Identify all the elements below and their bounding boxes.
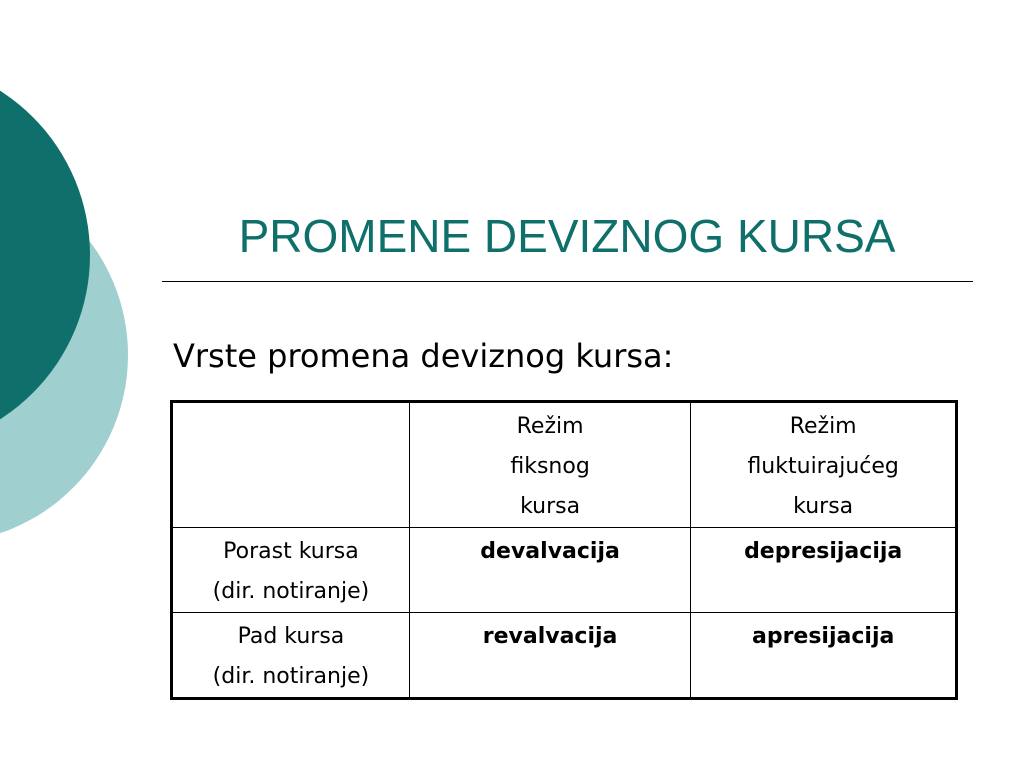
row-rise-floating-cell: depresijacija: [691, 528, 957, 613]
header-floating-line-3: kursa: [793, 494, 854, 519]
header-empty-cell: [172, 402, 410, 528]
table-header-row: [172, 402, 957, 528]
header-fixed-line-1: Režim: [516, 414, 584, 439]
row-fall-fixed-cell: revalvacija: [409, 613, 690, 699]
row-rise-label-line-2: (dir. notiranje): [212, 579, 370, 604]
exchange-rate-table: [170, 400, 958, 700]
slide-title: PROMENE DEVIZNOG KURSA: [238, 210, 896, 262]
circles-graphic: [0, 0, 140, 768]
row-fall-floating-cell: apresijacija: [691, 613, 957, 699]
header-fixed-line-3: kursa: [520, 494, 581, 519]
header-floating-regime-cell: [691, 402, 957, 528]
row-fall-label-line-2: (dir. notiranje): [212, 664, 370, 689]
slide-subtitle: Vrste promena deviznog kursa:: [173, 337, 674, 375]
row-rise-fixed-cell: devalvacija: [409, 528, 690, 613]
header-fixed-regime-cell: [409, 402, 690, 528]
header-fixed-line-2: fiksnog: [510, 454, 590, 479]
row-rise-label-line-1: Porast kursa: [223, 539, 359, 564]
header-floating-line-1: Režim: [789, 414, 857, 439]
row-fall-label-cell: [172, 613, 410, 699]
row-fall-label-line-1: Pad kursa: [237, 624, 345, 649]
header-floating-line-2: fluktuirajućeg: [747, 454, 899, 479]
row-rise-label-cell: [172, 528, 410, 613]
table-row-rise: [172, 528, 957, 613]
title-divider: [162, 281, 973, 282]
table-row-fall: [172, 613, 957, 699]
